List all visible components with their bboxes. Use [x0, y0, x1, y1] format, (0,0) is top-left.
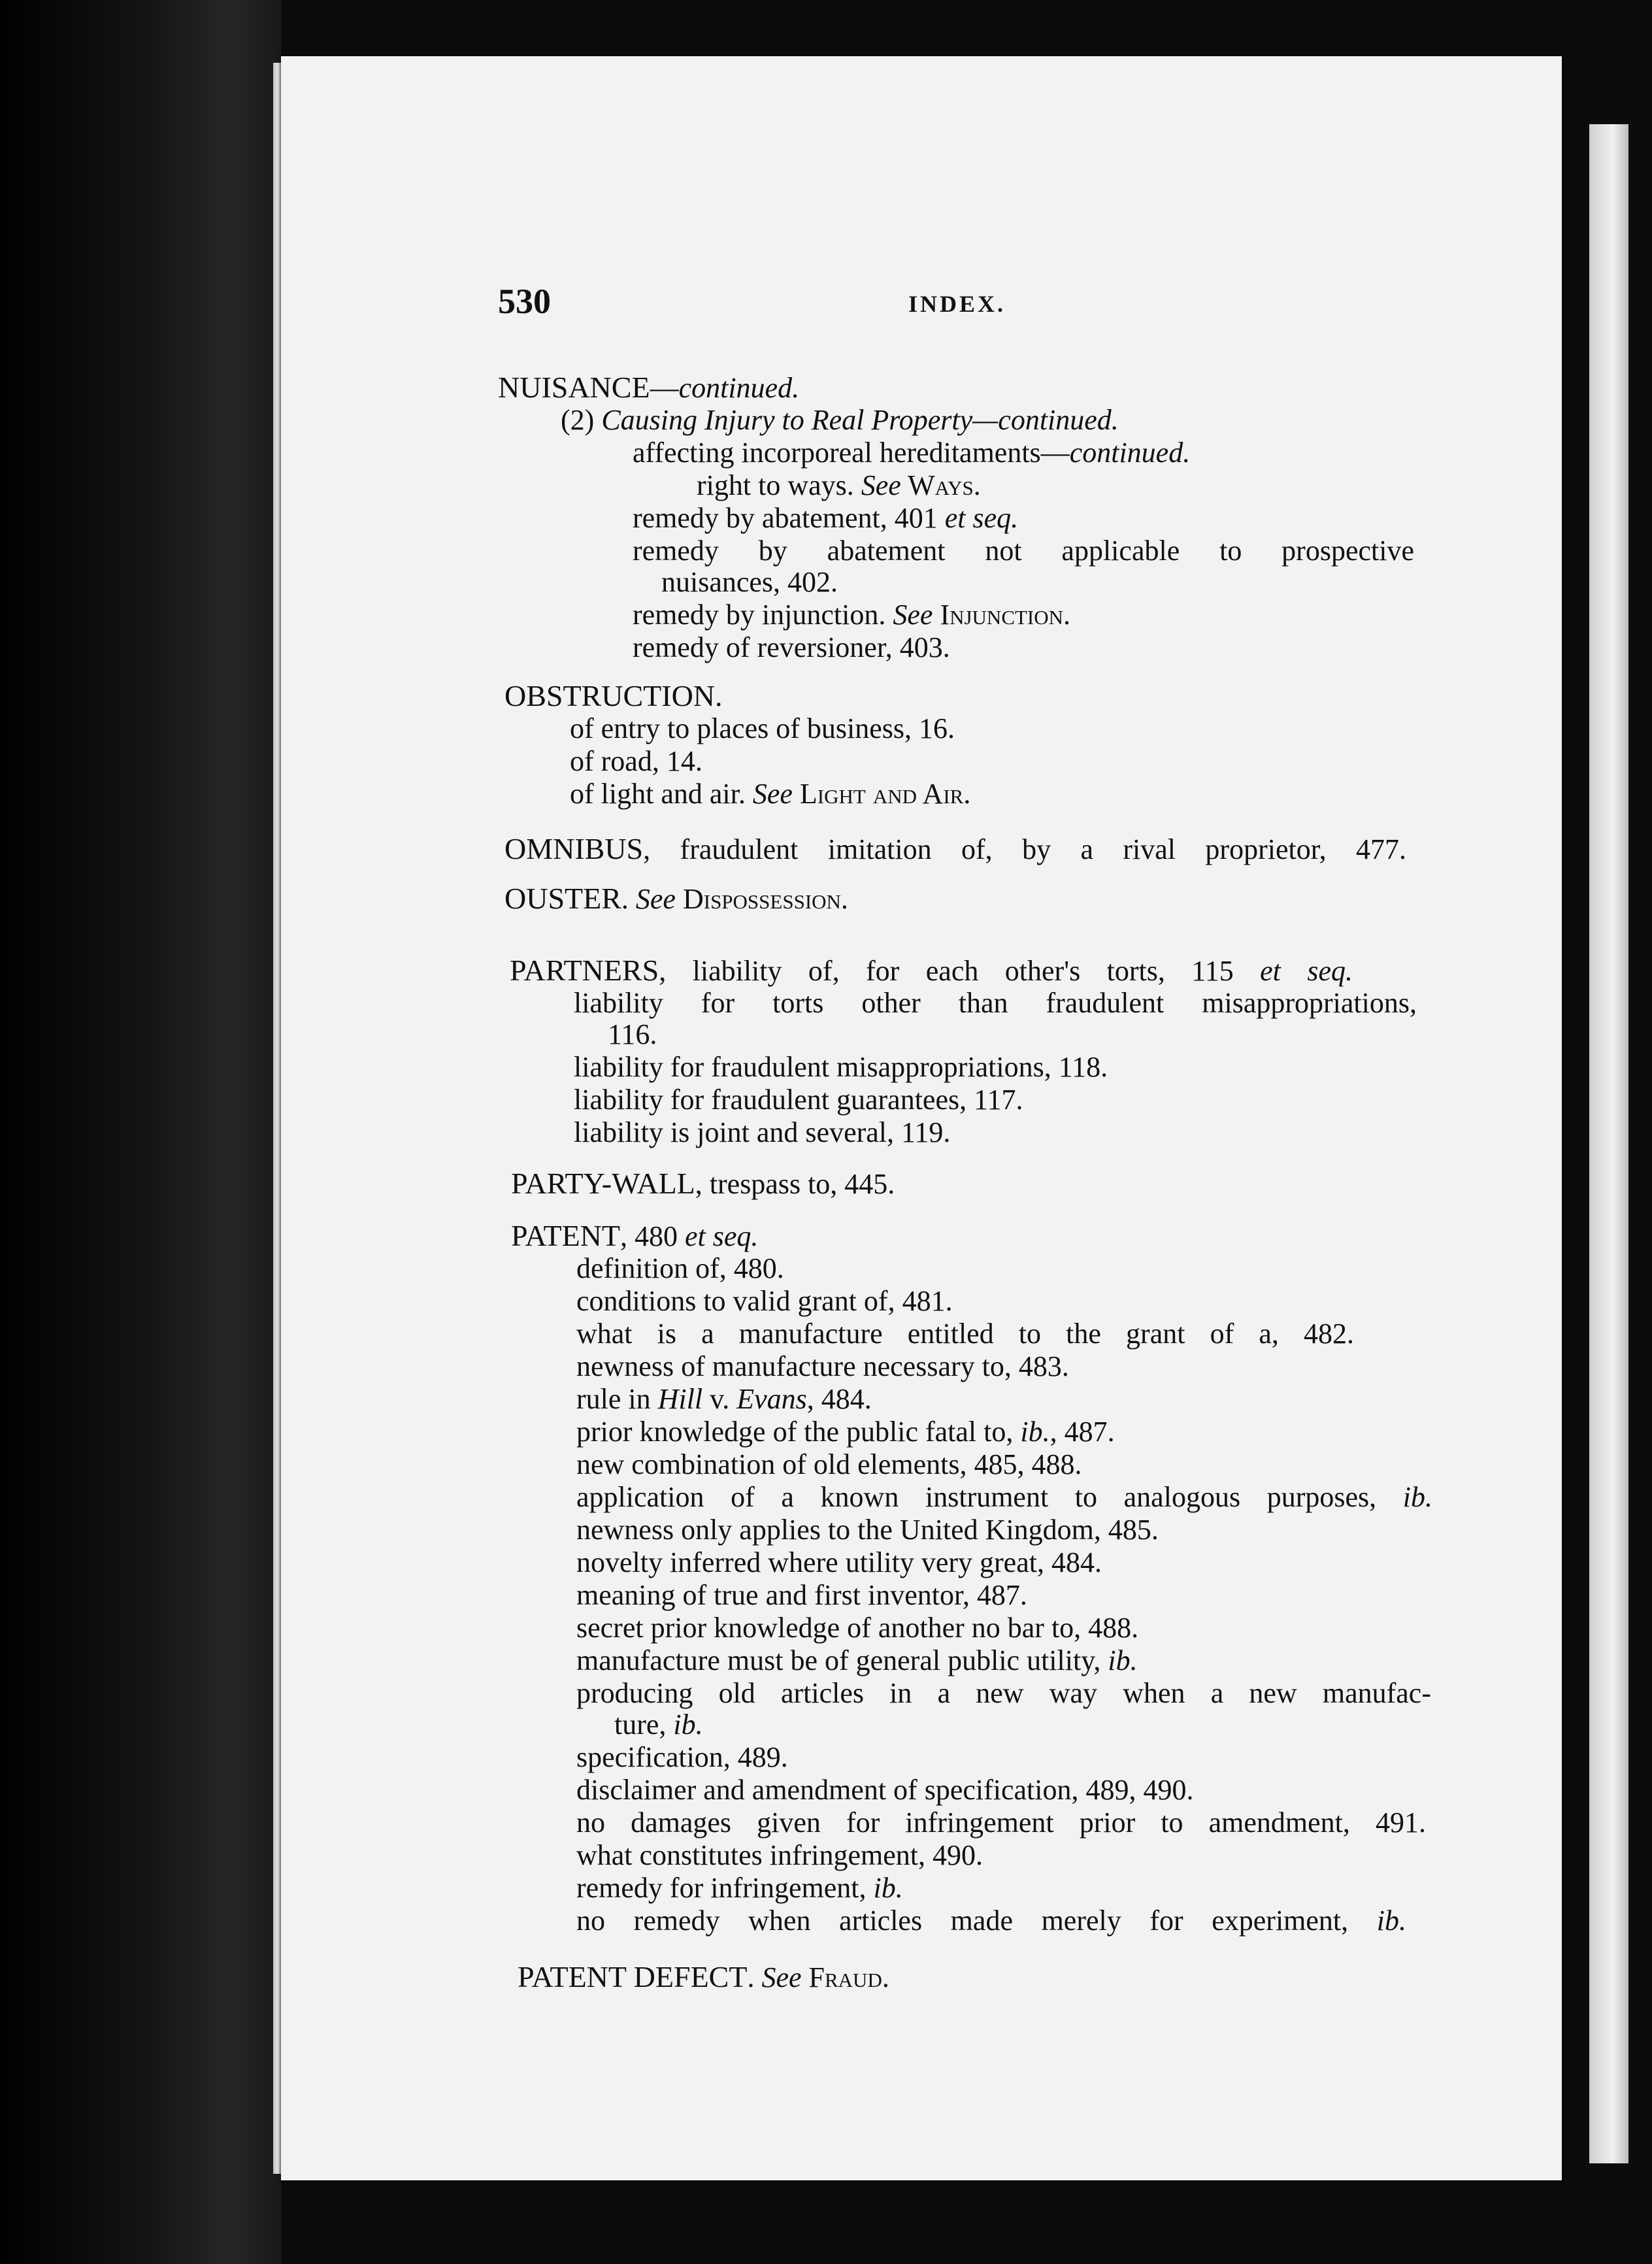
index-subentry-line: [633, 535, 1414, 567]
italic-text: See: [635, 883, 676, 915]
index-headword: OUSTER: [504, 882, 621, 915]
index-heading-line: [504, 680, 723, 713]
italic-text: Causing Injury to Real Property—continued.: [601, 404, 1119, 436]
cross-reference: Fraud.: [801, 1961, 889, 1993]
italic-text: ib.: [1376, 1905, 1406, 1937]
index-subentry-line: [576, 1579, 1027, 1612]
index-heading-line: [518, 1961, 889, 1994]
index-subentry-line: [570, 745, 702, 778]
entry-text: right to ways.: [697, 469, 861, 501]
index-subentry-line: [608, 1018, 657, 1051]
entry-text: of entry to places of business, 16.: [570, 712, 955, 744]
index-subentry-line: [576, 1383, 872, 1416]
italic-text: See: [861, 469, 901, 501]
index-subentry-line: [576, 1677, 1431, 1710]
entry-text: , trespass to, 445.: [695, 1168, 895, 1200]
index-headword: OMNIBUS: [504, 832, 644, 865]
italic-text: ib.: [873, 1872, 903, 1904]
italic-text: ib.: [1108, 1644, 1138, 1676]
italic-text: See: [761, 1961, 802, 1993]
index-subentry-line: [614, 1708, 703, 1741]
index-subentry-line: [561, 404, 1119, 437]
italic-text: ib.: [673, 1708, 703, 1740]
entry-text: no damages given for infringement prior to amendment, 491.: [576, 1806, 1426, 1839]
book-spine-shadow: [0, 0, 281, 2264]
entry-text: remedy by injunction.: [633, 599, 893, 631]
entry-text: liability is joint and several, 119.: [574, 1116, 951, 1148]
page-number: 530: [498, 282, 551, 321]
entry-text: rule in: [576, 1383, 658, 1415]
entry-text: affecting incorporeal hereditaments—: [633, 437, 1070, 469]
index-heading-line: [511, 1220, 758, 1253]
index-headword: PATENT DEFECT: [518, 1960, 748, 1993]
entry-text: .: [621, 883, 636, 915]
index-headword: PARTNERS: [510, 954, 659, 987]
entry-text: liability for torts other than fraudulent misappropriations,: [574, 987, 1417, 1019]
index-subentry-line: [633, 599, 1070, 631]
index-headword: NUISANCE: [498, 371, 650, 404]
index-heading-line: [511, 1167, 895, 1201]
entry-text: prior knowledge of the public fatal to,: [576, 1416, 1021, 1448]
entry-text: (2): [561, 404, 602, 436]
italic-text: et seq.: [685, 1220, 759, 1252]
entry-text: v.: [702, 1383, 737, 1415]
entry-text: newness of manufacture necessary to, 483.: [576, 1350, 1069, 1382]
entry-text: newness only applies to the United Kingdom, 485.: [576, 1514, 1159, 1546]
entry-text: liability for fraudulent guarantees, 117.: [574, 1084, 1023, 1116]
entry-text: remedy by abatement, 401: [633, 502, 945, 534]
entry-text: .: [747, 1961, 762, 1993]
entry-text: what is a manufacture entitled to the grant of a, 482.: [576, 1318, 1354, 1350]
italic-text: ib.: [1020, 1416, 1050, 1448]
index-subentry-line: [576, 1806, 1426, 1839]
italic-text: et seq.: [944, 502, 1019, 534]
index-subentry-line: [570, 778, 970, 810]
entry-text: 116.: [608, 1018, 657, 1050]
entry-text: nuisances, 402.: [661, 566, 838, 598]
italic-text: Hill: [657, 1383, 703, 1415]
index-subentry-line: [576, 1514, 1159, 1546]
index-subentry-line: [576, 1285, 953, 1318]
entry-text: remedy for infringement,: [576, 1872, 874, 1904]
entry-text: , 480: [620, 1220, 685, 1252]
italic-text: ib.: [1402, 1481, 1432, 1513]
index-subentry-line: [661, 566, 838, 599]
index-subentry-line: [576, 1481, 1432, 1514]
index-subentry-line: [576, 1318, 1354, 1350]
entry-text: application of a known instrument to analogous purposes,: [576, 1481, 1403, 1513]
index-subentry-line: [574, 1051, 1108, 1084]
index-subentry-line: [576, 1252, 784, 1285]
index-subentry-line: [576, 1872, 903, 1905]
index-subentry-line: [574, 1084, 1023, 1116]
cross-reference: Dispossession.: [675, 883, 848, 915]
entry-text: disclaimer and amendment of specification, 489, 490.: [576, 1774, 1194, 1806]
italic-text: continued.: [1069, 437, 1191, 469]
index-subentry-line: [576, 1905, 1406, 1937]
entry-text: ture,: [614, 1708, 674, 1740]
entry-text: conditions to valid grant of, 481.: [576, 1285, 953, 1317]
entry-text: secret prior knowledge of another no bar to, 488.: [576, 1612, 1139, 1644]
index-subentry-line: [576, 1546, 1102, 1579]
italic-text: See: [752, 778, 793, 810]
entry-text: liability for fraudulent misappropriations, 118.: [574, 1051, 1108, 1083]
entry-text: what constitutes infringement, 490.: [576, 1839, 983, 1871]
running-head: INDEX.: [908, 291, 1006, 317]
index-subentry-line: [576, 1448, 1082, 1481]
index-subentry-line: [576, 1612, 1138, 1644]
entry-text: , 487.: [1049, 1416, 1115, 1448]
entry-text: of light and air.: [570, 778, 753, 810]
next-page-edge: [1589, 124, 1628, 2163]
index-heading-line: [510, 954, 1353, 988]
entry-text: no remedy when articles made merely for experiment,: [576, 1905, 1377, 1937]
entry-text: specification, 489.: [576, 1741, 788, 1773]
entry-text: of road, 14.: [570, 745, 702, 777]
index-subentry-line: [633, 502, 1018, 535]
entry-text: manufacture must be of general public utility,: [576, 1644, 1108, 1676]
entry-text: —: [650, 372, 679, 404]
cross-reference: Injunction.: [933, 599, 1071, 631]
index-subentry-line: [576, 1644, 1138, 1677]
italic-text: See: [893, 599, 933, 631]
index-subentry-line: [576, 1416, 1115, 1448]
italic-text: Evans: [736, 1383, 807, 1415]
entry-text: , fraudulent imitation of, by a rival proprietor, 477.: [643, 833, 1406, 865]
entry-text: remedy of reversioner, 403.: [633, 631, 950, 663]
entry-text: definition of, 480.: [576, 1252, 784, 1284]
index-subentry-line: [574, 1116, 950, 1149]
entry-text: producing old articles in a new way when a new manufac-: [576, 1677, 1431, 1709]
index-subentry-line: [574, 987, 1417, 1020]
entry-text: remedy by abatement not applicable to prospective: [633, 535, 1414, 567]
index-subentry-line: [633, 631, 950, 664]
cross-reference: Ways.: [900, 469, 981, 501]
index-subentry-line: [576, 1774, 1194, 1806]
entry-text: meaning of true and first inventor, 487.: [576, 1579, 1027, 1611]
entry-text: novelty inferred where utility very great, 484.: [576, 1546, 1102, 1578]
index-subentry-line: [697, 469, 981, 502]
cross-reference: Light and Air.: [792, 778, 971, 810]
index-heading-line: [498, 371, 799, 405]
index-headword: OBSTRUCTION.: [504, 679, 723, 712]
italic-text: et seq.: [1260, 955, 1353, 987]
index-subentry-line: [633, 437, 1190, 469]
entry-text: , 484.: [806, 1383, 872, 1415]
index-heading-line: [504, 882, 848, 916]
index-headword: PARTY-WALL: [511, 1167, 695, 1200]
italic-text: continued.: [678, 372, 800, 404]
index-subentry-line: [576, 1839, 983, 1872]
index-subentry-line: [576, 1741, 788, 1774]
entry-text: new combination of old elements, 485, 488.: [576, 1448, 1082, 1480]
index-subentry-line: [570, 712, 955, 745]
entry-text: , liability of, for each other's torts, 115: [659, 955, 1261, 987]
index-subentry-line: [576, 1350, 1069, 1383]
index-heading-line: [504, 833, 1406, 866]
page-header: [498, 281, 1478, 333]
index-headword: PATENT: [511, 1219, 620, 1252]
